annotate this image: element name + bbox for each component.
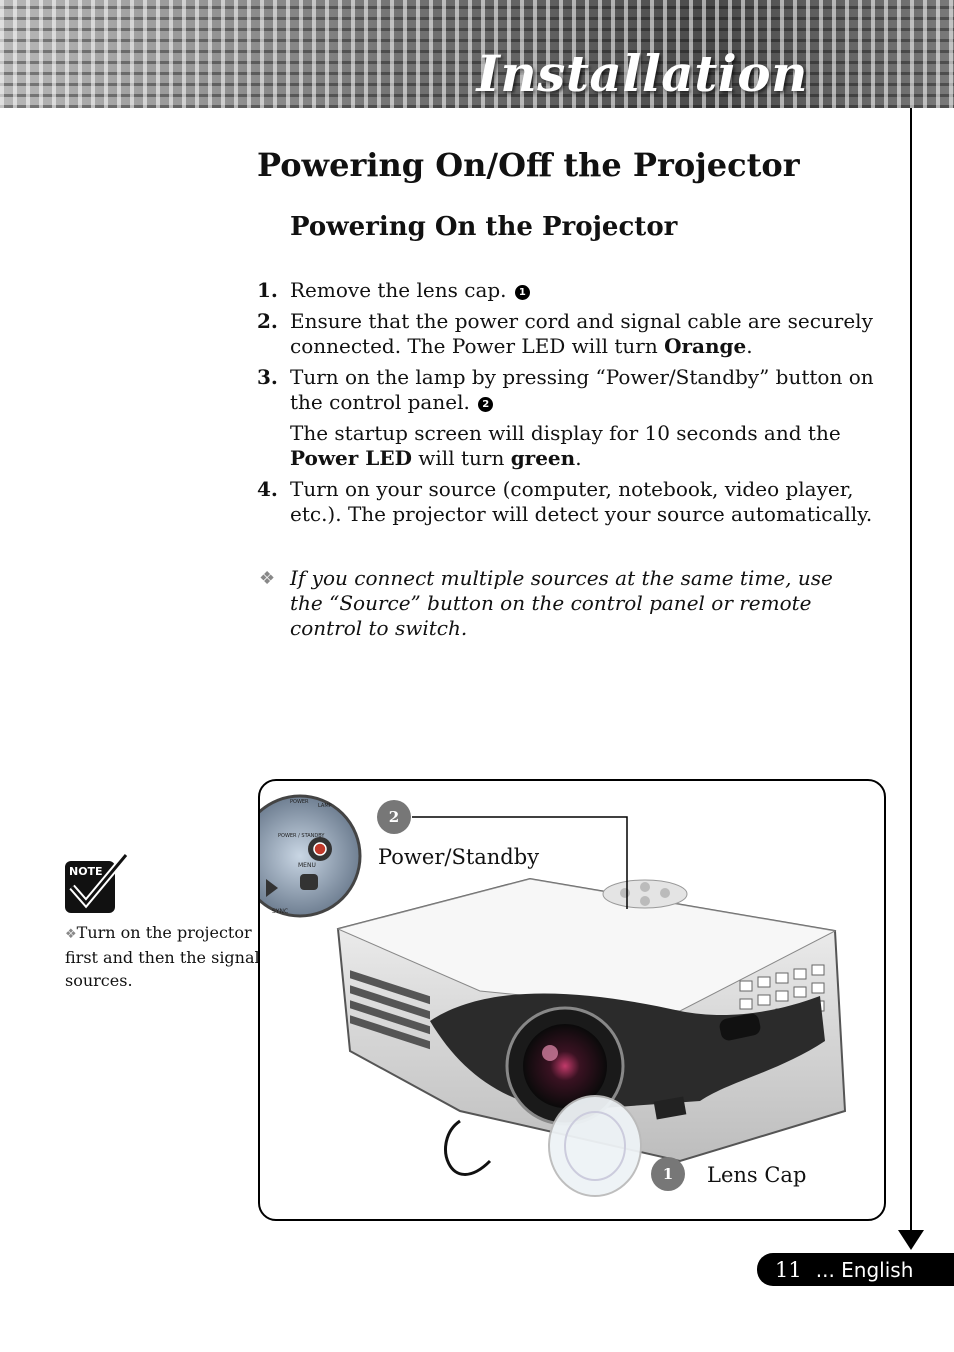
svg-text:MENU: MENU xyxy=(298,862,316,869)
right-rule xyxy=(910,108,912,1232)
callout-marker-icon: 2 xyxy=(478,397,493,412)
step-text-end: . xyxy=(746,334,753,358)
step-extra-text: The startup screen will display for 10 seconds and the xyxy=(290,421,841,445)
step-text: Remove the lens cap. xyxy=(290,278,507,302)
side-note xyxy=(65,921,265,992)
step-extra-bold: green xyxy=(510,446,576,470)
steps-list xyxy=(257,278,897,533)
page-footer xyxy=(757,1253,954,1286)
tip-text: If you connect multiple sources at the same time, use the “Source” button on the control panel or remote control to switch. xyxy=(290,566,833,640)
header-title: Installation xyxy=(476,44,808,103)
svg-text:NOTE: NOTE xyxy=(69,865,103,878)
label-lens-cap: Lens Cap xyxy=(707,1163,807,1187)
step-text: Turn on the lamp by pressing “Power/Standby” button on the control panel. xyxy=(290,365,874,414)
page-heading: Powering On/Off the Projector xyxy=(257,146,800,184)
svg-text:POWER: POWER xyxy=(290,799,309,805)
page-language: ... English xyxy=(815,1257,914,1282)
step-4 xyxy=(257,477,897,527)
step-extra xyxy=(290,421,897,471)
step-1 xyxy=(257,278,897,303)
step-number: 1. xyxy=(257,278,278,302)
step-number: 4. xyxy=(257,477,278,501)
header-banner xyxy=(0,0,954,108)
step-number: 3. xyxy=(257,365,278,389)
step-text: Ensure that the power cord and signal cable are securely connected. The Power LED will turn xyxy=(290,309,873,358)
step-extra-text: will turn xyxy=(411,446,511,470)
control-panel-inset xyxy=(260,791,370,916)
projector-illustration xyxy=(260,781,886,1221)
diamond-bullet-icon: ❖ xyxy=(259,568,276,589)
svg-text:POWER / STANDBY: POWER / STANDBY xyxy=(278,833,325,839)
step-extra-text: . xyxy=(575,446,582,470)
down-arrow-icon xyxy=(898,1230,924,1250)
step-2 xyxy=(257,309,897,359)
callout-marker-icon: 1 xyxy=(515,285,530,300)
side-note-text: Turn on the projector first and then the signal sources. xyxy=(65,923,260,990)
projector-body xyxy=(338,879,845,1196)
label-power-standby: Power/Standby xyxy=(378,845,540,869)
page-subheading: Powering On the Projector xyxy=(290,212,678,242)
page-number: 11 xyxy=(775,1257,802,1282)
svg-text:LAMP: LAMP xyxy=(318,803,332,809)
step-number: 2. xyxy=(257,309,278,333)
step-3 xyxy=(257,365,897,471)
step-extra-bold: Power LED xyxy=(290,446,412,470)
step-bold: Orange xyxy=(664,334,747,358)
diamond-bullet-icon: ❖ xyxy=(65,927,77,942)
svg-text:SYNC: SYNC xyxy=(272,908,289,915)
projector-figure xyxy=(258,779,886,1221)
badge-lens-cap: 1 xyxy=(651,1157,685,1191)
badge-power-standby: 2 xyxy=(377,800,411,834)
step-text: Turn on your source (computer, notebook, video player, etc.). The projector will detect your source automatically. xyxy=(290,477,873,526)
note-check-icon xyxy=(64,853,128,915)
tip-note xyxy=(257,566,857,641)
